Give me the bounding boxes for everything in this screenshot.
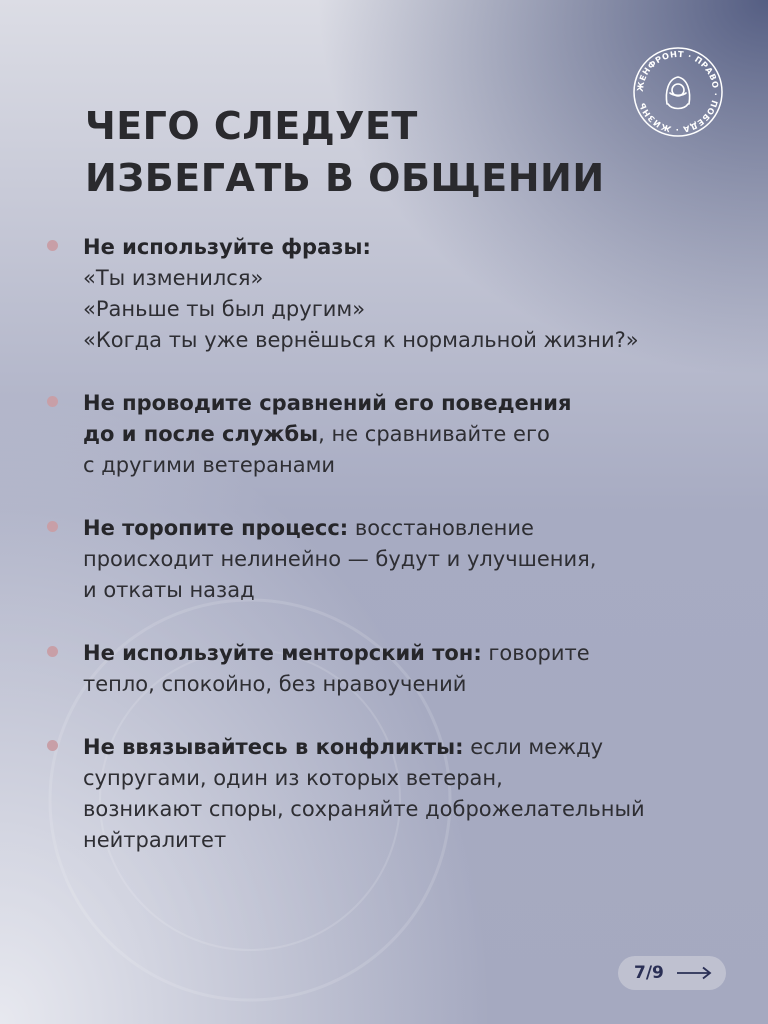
item-line — [83, 544, 737, 575]
list-item — [47, 732, 737, 856]
list-item — [47, 388, 737, 481]
item-text: восстановление — [348, 516, 534, 540]
advice-list — [47, 232, 737, 856]
brand-logo — [632, 46, 724, 138]
page-title — [85, 100, 605, 204]
list-item — [47, 638, 737, 700]
bullet-icon — [47, 740, 58, 751]
item-line — [83, 669, 737, 700]
logo-text: ЖЕНФРОНТ · ПРАВО · ПОБЕДА · ЖИЗНЬ — [634, 48, 722, 136]
item-line — [83, 263, 737, 294]
item-text: «Когда ты уже вернёшься к нормальной жизни?» — [83, 328, 639, 352]
bullet-icon — [47, 646, 58, 657]
item-line — [83, 325, 737, 356]
arrow-right-icon — [676, 966, 712, 980]
item-text: «Раньше ты был другим» — [83, 297, 366, 321]
item-bold-text: Не проводите сравнений его поведения — [83, 391, 572, 415]
item-line — [83, 450, 737, 481]
item-text: нейтралитет — [83, 828, 227, 852]
item-bold-text: Не используйте менторский тон: — [83, 641, 482, 665]
item-bold-text: Не ввязывайтесь в конфликты: — [83, 735, 464, 759]
title-line-2: ИЗБЕГАТЬ В ОБЩЕНИИ — [85, 156, 605, 200]
item-text: и откаты назад — [83, 578, 255, 602]
item-bold-text: до и после службы — [83, 422, 319, 446]
list-item — [47, 513, 737, 606]
item-bold-text: Не торопите процесс: — [83, 516, 349, 540]
item-line — [83, 732, 737, 763]
item-text: , не сравнивайте его — [318, 422, 550, 446]
title-line-1: ЧЕГО СЛЕДУЕТ — [85, 104, 418, 148]
item-line — [83, 638, 737, 669]
item-bold-text: Не используйте фразы: — [83, 235, 371, 259]
item-line — [83, 763, 737, 794]
item-line — [83, 825, 737, 856]
item-text: «Ты изменился» — [83, 266, 264, 290]
list-item — [47, 232, 737, 356]
svg-text:ЖЕНФРОНТ · ПРАВО · ПОБЕДА · ЖИ — [635, 49, 721, 135]
pager-button[interactable] — [618, 956, 726, 990]
item-text: супругами, один из которых ветеран, — [83, 766, 503, 790]
item-line — [83, 232, 737, 263]
item-line — [83, 575, 737, 606]
item-text: говорите — [481, 641, 590, 665]
item-text: происходит нелинейно — будут и улучшения, — [83, 547, 597, 571]
item-text: если между — [463, 735, 604, 759]
item-line — [83, 794, 737, 825]
bullet-icon — [47, 240, 58, 251]
bullet-icon — [47, 396, 58, 407]
item-line — [83, 294, 737, 325]
item-text: с другими ветеранами — [83, 453, 336, 477]
item-line — [83, 419, 737, 450]
item-line — [83, 388, 737, 419]
item-text: тепло, спокойно, без нравоучений — [83, 672, 467, 696]
page-indicator: 7/9 — [634, 963, 664, 983]
bullet-icon — [47, 521, 58, 532]
item-text: возникают споры, сохраняйте доброжелательный — [83, 797, 645, 821]
item-line — [83, 513, 737, 544]
